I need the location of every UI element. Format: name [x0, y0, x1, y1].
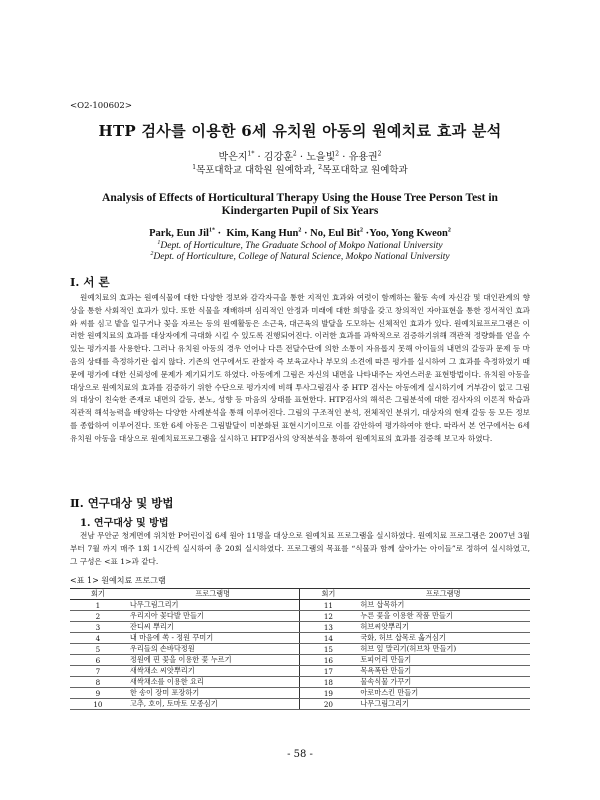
affil-mark: 2 [318, 163, 323, 171]
author-name: 유용권 [348, 152, 378, 163]
session-number: 7 [70, 666, 126, 677]
table-row [70, 644, 530, 655]
session-number: 4 [70, 633, 126, 644]
session-number: 19 [300, 688, 356, 699]
author-mark: 2 [335, 150, 340, 158]
program-table [70, 588, 530, 710]
affil-text: 목포대학교 대학원 원예학과, [196, 165, 316, 176]
session-number: 13 [300, 622, 356, 633]
session-number: 9 [70, 688, 126, 699]
table-row [70, 688, 530, 699]
program-name: 나무그림그리기 [126, 600, 300, 611]
table-row [70, 622, 530, 633]
header-session: 회기 [300, 589, 356, 600]
abstract-code: <O2-100602> [70, 101, 132, 111]
program-name: 한 송이 장미 포장하기 [126, 688, 300, 699]
program-name: 고추, 호이, 토마토 모종심기 [126, 699, 300, 710]
program-name: 목욕폭탄 만들기 [356, 666, 530, 677]
authors-korean: 박은지$^{1*}$ · 김강훈$^2$ · 노을빛$^2$ · 유용권$^2$ [218, 150, 382, 163]
author-name: 박은지 [218, 152, 248, 163]
session-number: 15 [300, 644, 356, 655]
program-name: 새싹채소 씨앗뿌리기 [126, 666, 300, 677]
author-name: No, Eul Bit [310, 228, 361, 239]
affil-mark: 1 [157, 239, 161, 246]
table-row [70, 633, 530, 644]
program-name: 국화, 허브 삽목로 옮겨심기 [356, 633, 530, 644]
table-header-row [70, 589, 530, 600]
table-row [70, 666, 530, 677]
program-name: 누른 꽃을 이용한 작품 만들기 [356, 611, 530, 622]
session-number: 16 [300, 655, 356, 666]
affil-text: Dept. of Horticulture, College of Natural Science, Mokpo National University [153, 252, 450, 262]
session-number: 8 [70, 677, 126, 688]
affiliation-english-1 [0, 241, 600, 252]
title-english: Analysis of Effects of Horticultural Therapy Using the House Tree Person Test in Kindergarten Pupil of Six Years [102, 192, 498, 217]
methods-paragraph: 전남 무안군 청계면에 위치한 P어린이집 6세 원아 11명을 대상으로 원예치료 프로그램을 실시하였다. 원예치료 프로그램은 2007년 3월 부터 7월 까지 매주 1회 1시간씩 실시하여 총 20회 실시하였다. 프로그램의 목표를 “식물과 함께 살아가는 아이들”로 정하여 실시하였고, 그 구성은 <표 1>과 같다. [70, 531, 530, 566]
author-name: Kim, Kang Hun [226, 228, 299, 239]
header-program: 프로그램명 [126, 589, 300, 600]
session-number: 2 [70, 611, 126, 622]
session-number: 5 [70, 644, 126, 655]
table-row [70, 655, 530, 666]
program-name: 우리지아 꽃다발 만들기 [126, 611, 300, 622]
program-name: 물속식물 가꾸기 [356, 677, 530, 688]
session-number: 14 [300, 633, 356, 644]
affil-mark: 1 [192, 163, 197, 171]
session-number: 20 [300, 699, 356, 710]
table-row [70, 677, 530, 688]
author-mark: 2 [360, 227, 364, 234]
session-number: 17 [300, 666, 356, 677]
header-program: 프로그램명 [356, 589, 530, 600]
author-mark: 2 [377, 150, 382, 158]
author-mark: 2 [447, 227, 451, 234]
header-session: 회기 [70, 589, 126, 600]
author-mark: 2 [292, 150, 297, 158]
affil-text: Dept. of Horticulture, The Graduate School of Mokpo National University [160, 241, 443, 251]
table-row [70, 600, 530, 611]
table-caption: <표 1> 원예치료 프로그램 [70, 576, 166, 585]
affiliations-korean [0, 162, 600, 176]
program-name: 나무그림그리기 [356, 699, 530, 710]
author-mark: 1* [208, 227, 215, 234]
affil-text: 목포대학교 원예학과 [322, 165, 408, 176]
program-name: 내 마음에 쏙 - 정원 꾸미기 [126, 633, 300, 644]
table-row [70, 611, 530, 622]
program-name: 아로마스킨 만들기 [356, 688, 530, 699]
section-heading-methods: Ⅱ. 연구대상 및 방법 [70, 496, 174, 510]
authors-english: Park, Eun Jil$^{1*}$ · Kim, Kang Hun$^2$ · No, Eul Bit$^2$ ·Yoo, Yong Kweon$^2$ [149, 227, 451, 239]
session-number: 18 [300, 677, 356, 688]
section-heading-introduction: Ⅰ. 서 론 [70, 275, 110, 289]
program-name: 잔디씨 뿌리기 [126, 622, 300, 633]
program-name: 토피어리 만들기 [356, 655, 530, 666]
subsection-heading: 1. 연구대상 및 방법 [80, 518, 169, 529]
author-name: 노을빛 [306, 152, 336, 163]
table-row [70, 699, 530, 710]
author-name: Yoo, Yong Kweon [369, 228, 448, 239]
session-number: 3 [70, 622, 126, 633]
session-number: 1 [70, 600, 126, 611]
program-name: 허브 잎 말리기(허브차 만들기) [356, 644, 530, 655]
program-name: 허브 삽목하기 [356, 600, 530, 611]
author-name: Park, Eun Jil [149, 228, 209, 239]
author-name: 김강훈 [263, 152, 293, 163]
title-korean: HTP 검사를 이용한 6세 유치원 아동의 원예치료 효과 분석 [98, 122, 502, 140]
affil-mark: 2 [150, 250, 154, 257]
program-name: 우리들의 손바닥정원 [126, 644, 300, 655]
session-number: 12 [300, 611, 356, 622]
session-number: 6 [70, 655, 126, 666]
author-mark: 2 [298, 227, 302, 234]
session-number: 11 [300, 600, 356, 611]
program-name: 새싹채소를 이용한 요리 [126, 677, 300, 688]
affiliation-english-2 [0, 252, 600, 263]
program-name: 정원에 핀 꽃을 이용한 꽃 누르기 [126, 655, 300, 666]
introduction-paragraph: 원예치료의 효과는 원예식물에 대한 다양한 정보와 감각자극을 통한 지적인 효과와 여럿이 함께하는 활동 속에 자신감 및 대인관계의 향상을 통한 사회적인 효과가 있다. 또한 식물을 재배하며 심리적인 안정과 미래에 대한 희망을 갖고 창의적인 자아표현을 통한 정서적인 효과와 씨를 심고 밭을 일구거나 꽃을 자르는 등의 원예활동은 소근육, 대근육의 발달을 도모하는 신체적인 효과가 있다. 원예치료프로그램은 이러한 원예치료의 효과를 대상자에게 극대화 시킬 수 있도록 진행되어진다. 이러한 효과를 과학적으로 검증하기위해 객관적 정량화를 얻을 수 있는 평가지를 사용한다. 그러나 유치원 아동의 경우 언어나 다른 전달수단에 의한 소통이 자유롭지 못해 아이들의 내면의 갈등과 문제 등 마음의 상태를 측정하기란 쉽지 않다. 기존의 연구에서도 관찰자 즉 보육교사나 부모의 소견에 따른 평가를 실시하여 그 효과를 측정하였기 때문에 평가에 대한 신뢰성에 문제가 제기되기도 하였다. 아동에게 그림은 자신의 내면을 나타내주는 자연스러운 표현방법이다. 유치원 아동을 대상으로 원예치료의 효과를 검증하기 위한 수단으로 평가지에 비해 투사그림검사 중 HTP 검사는 아동에게 실시하기에 거부감이 없고 그림의 대상이 친숙한 존재로 내면의 갈등, 분노, 성향 등 마음의 상태를 표현한다. HTP검사의 해석은 그림분석에 대한 검사자의 이론적 학습과 직관적 해석능력을 배양하는 다양한 사례분석을 통해 이루어진다. 그림의 구조적인 분석, 전체적인 분위기, 대상자의 현재 갈등 등 모든 정보를 종합하여 이루어진다. 또한 6세 아동은 그림발달이 미분화된 표현시기이므로 이를 감안하여 평가하여야 한다. 따라서 본 연구에서는 6세 유치원 아동을 대상으로 원예치료프로그램을 실시하고 HTP검사의 양적분석을 통하여 원예치료의 효과를 검증해 보고자 하였다. [70, 293, 530, 443]
program-name: 허브씨앗뿌리기 [356, 622, 530, 633]
author-mark: 1* [247, 150, 255, 158]
page-number: - 58 - [287, 749, 313, 760]
session-number: 10 [70, 699, 126, 710]
